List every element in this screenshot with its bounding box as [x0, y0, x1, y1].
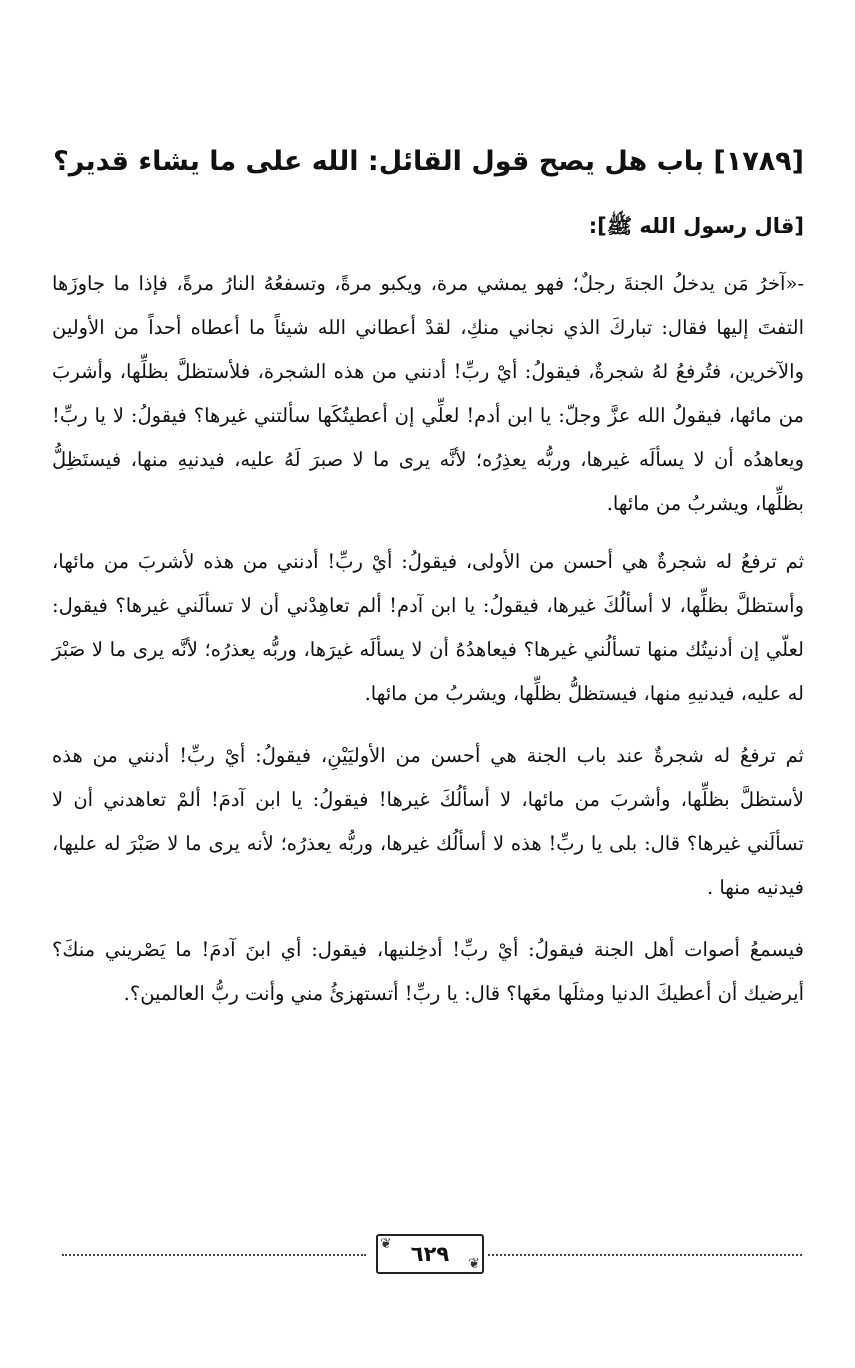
- chapter-title: [١٧٨٩] باب هل يصح قول القائل: الله على ما يشاء قدير؟: [53, 146, 804, 177]
- hadith-paragraph-4: فيسمعُ أصوات أهل الجنة فيقولُ: أيْ ربِّ! أدخِلنيها، فيقول: أي ابنَ آدمَ! ما يَصْريني منكَ؟ أيرضيك أن أعطيكَ الدنيا ومثلَها معَها؟ قال: يا ربِّ! أتستهزئُ مني وأنت ربُّ العالمين؟.: [52, 938, 804, 1005]
- footer-rule-right: [488, 1254, 802, 1256]
- footer-rule-left: [62, 1254, 366, 1256]
- speaker-attribution: [قال رسول الله ﷺ]:: [588, 214, 804, 238]
- ornament-icon: ❦: [468, 1256, 480, 1272]
- page-number: ٦٢٩: [410, 1242, 450, 1266]
- page-body: [52, 140, 804, 1034]
- page-footer: [62, 1232, 802, 1276]
- hadith-paragraph-1: -«آخرُ مَن يدخلُ الجنةَ رجلٌ؛ فهو يمشي مرة، ويكبو مرةً، وتسفعُهُ النارُ مرةً، فإذا ما جاوزَها التفتَ إليها فقال: تباركَ الذي نجاني منكِ، لقدْ أعطاني الله شيئاً ما أعطاه أحداً من الأولين والآخرين، فتُرفعُ لهُ شجرةٌ، فيقولُ: أيْ ربِّ! أدنني من هذه الشجرة، فلأستظلَّ بظلِّها، وأشربَ من مائها، فيقولُ الله عزَّ وجلّ: يا ابن أدم! لعلِّي إن أعطيتُكَها سألتني غيرها؟ فيقولُ: لا يا ربِّ! ويعاهدُه أن لا يسألَه غيرها، وربُّه يعذِرُه؛ لأنَّه يرى ما لا صبرَ لَهُ عليه، فيدنيهِ منها، فيستَظِلُّ بظلِّها، ويشربُ من مائها.: [52, 272, 804, 515]
- ornament-icon: ❦: [380, 1236, 392, 1252]
- page-number-frame: [376, 1234, 484, 1274]
- hadith-paragraph-2: ثم ترفعُ له شجرةٌ هي أحسن من الأولى، فيقولُ: أيْ ربِّ! أدنني من هذه لأشربَ من مائها، وأستظلَّ بظلِّها، لا أسألُكَ غيرها، فيقولُ: يا ابن آدم! ألم تعاهِدْني أن لا تسألَني غيرها؟ فيقول: لعلّي إن أدنيتُك منها تسألُني غيرها؟ فيعاهدُهُ أن لا يسألَه غيرَها، وربُّه يعذرُه؛ لأنَّه يرى ما لا صَبْرَ له عليه، فيدنيهِ منها، فيستظلُّ بظلِّها، ويشربُ من مائها.: [52, 550, 804, 705]
- hadith-paragraph-3: ثم ترفعُ له شجرةٌ عند باب الجنة هي أحسن من الأوليَيْنِ، فيقولُ: أيْ ربِّ! أدنني من هذه لأستظلَّ بظلِّها، وأشربَ من مائها، لا أسألُكَ غيرها! فيقولُ: يا ابن آدمَ! ألمْ تعاهدني أن لا تسألَني غيرها؟ قال: بلى يا ربِّ! هذه لا أسألُك غيرها، وربُّه يعذرُه؛ لأنه يرى ما لا صَبْرَ له عليها، فيدنيه منها .: [52, 744, 804, 899]
